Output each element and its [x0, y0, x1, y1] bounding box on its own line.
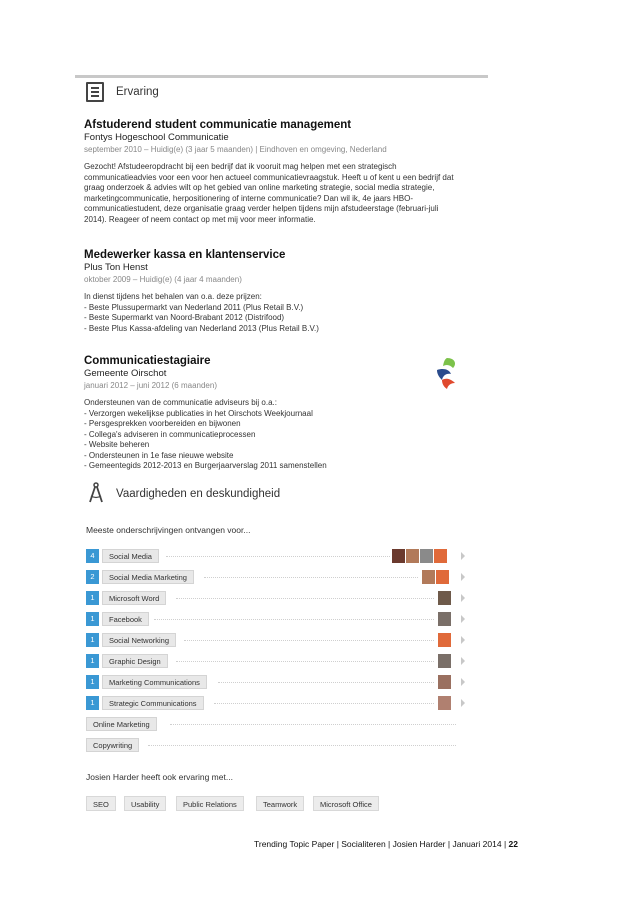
endorsement-count[interactable]: 1: [86, 612, 99, 626]
dotted-leader: [176, 598, 434, 599]
job-description: Gezocht! Afstudeeropdracht bij een bedrijf dat ik vooruit mag helpen met een strategisch communicatieadvies voor een voor hen actueel communicatievraagstuk. Heeft u of kent u een bedrijf dat graag onderzoek & advies wilt op het gebied van online marketing strategie, social media strategie, marketingcommunicatie, herpositionering of interne communicatie? Dan wil ik, 4e jaars HBO- communicatiestudent, deze organisatie graag verder helpen tijdens mijn afstudeerstage (februari-juli 2014). Reageer of neem contact op met mij voor meer informatie.: [84, 162, 454, 224]
skill-chip[interactable]: Online Marketing: [86, 717, 157, 731]
endorsement-count[interactable]: 1: [86, 633, 99, 647]
endorsement-count[interactable]: 1: [86, 696, 99, 710]
page-footer: [254, 839, 518, 849]
skill-row[interactable]: [86, 675, 466, 690]
chevron-right-icon[interactable]: [461, 636, 465, 644]
skill-row[interactable]: [86, 549, 466, 564]
avatar[interactable]: [434, 549, 447, 563]
avatar[interactable]: [438, 675, 451, 689]
endorsed-label: Meeste onderschrijvingen ontvangen voor...: [86, 525, 251, 535]
chevron-right-icon[interactable]: [461, 678, 465, 686]
job-meta: januari 2012 – juni 2012 (6 maanden): [84, 381, 217, 390]
also-experienced-label: Josien Harder heeft ook ervaring met...: [86, 772, 233, 782]
endorsement-count[interactable]: 4: [86, 549, 99, 563]
job-entry: [84, 354, 484, 472]
top-divider: [75, 75, 488, 78]
skill-chip[interactable]: Social Networking: [102, 633, 176, 647]
endorser-avatars[interactable]: [438, 633, 451, 647]
skill-chip[interactable]: Marketing Communications: [102, 675, 207, 689]
job-title[interactable]: Afstuderend student communicatie management: [84, 119, 352, 131]
dotted-leader: [176, 661, 434, 662]
endorsement-count[interactable]: 1: [86, 675, 99, 689]
skill-chip[interactable]: Strategic Communications: [102, 696, 204, 710]
dotted-leader: [170, 724, 456, 725]
dotted-leader: [154, 619, 434, 620]
avatar[interactable]: [392, 549, 405, 563]
experience-chip[interactable]: Usability: [124, 796, 166, 811]
dotted-leader: [166, 556, 390, 557]
document-icon: [86, 82, 104, 102]
job-org[interactable]: Gemeente Oirschot: [84, 368, 167, 379]
experience-chip[interactable]: Microsoft Office: [313, 796, 379, 811]
skill-chip[interactable]: Copywriting: [86, 738, 139, 752]
skill-row[interactable]: [86, 591, 466, 606]
skill-row[interactable]: [86, 738, 466, 753]
avatar[interactable]: [438, 591, 451, 605]
dotted-leader: [148, 745, 456, 746]
endorsement-count[interactable]: 1: [86, 654, 99, 668]
job-title[interactable]: Medewerker kassa en klantenservice: [84, 249, 286, 261]
footer-text: Trending Topic Paper | Socialiteren | Josien Harder | Januari 2014 |: [254, 839, 507, 849]
page-number: 22: [508, 839, 519, 849]
chevron-right-icon[interactable]: [461, 573, 465, 581]
skill-chip[interactable]: Graphic Design: [102, 654, 168, 668]
endorser-avatars[interactable]: [438, 696, 451, 710]
avatar[interactable]: [438, 633, 451, 647]
endorser-avatars[interactable]: [438, 612, 451, 626]
experience-chip[interactable]: SEO: [86, 796, 116, 811]
skills-heading: Vaardigheden en deskundigheid: [116, 488, 281, 500]
endorser-avatars[interactable]: [392, 549, 447, 563]
skill-chip[interactable]: Social Media Marketing: [102, 570, 194, 584]
avatar[interactable]: [438, 696, 451, 710]
skill-chip[interactable]: Facebook: [102, 612, 149, 626]
skill-row[interactable]: [86, 696, 466, 711]
avatar[interactable]: [422, 570, 435, 584]
skill-chip[interactable]: Social Media: [102, 549, 159, 563]
dotted-leader: [204, 577, 418, 578]
job-meta: oktober 2009 – Huidig(e) (4 jaar 4 maanden): [84, 275, 242, 284]
skill-row[interactable]: [86, 633, 466, 648]
dotted-leader: [214, 703, 434, 704]
skill-row[interactable]: [86, 570, 466, 585]
chevron-right-icon[interactable]: [461, 552, 465, 560]
job-description: Ondersteunen van de communicatie adviseurs bij o.a.: - Verzorgen wekelijkse publicaties in het Oirschots Weekjournaal - Persgesprekken voorbereiden en bijwonen - Collega's adviseren in communicatieprocessen - Website beheren - Ondersteunen in 1e fase nieuwe website - Gemeentegids 2012-2013 en Burgerjaarverslag 2011 samenstellen: [84, 398, 327, 470]
job-title[interactable]: Communicatiestagiaire: [84, 355, 211, 367]
avatar[interactable]: [438, 654, 451, 668]
job-description: In dienst tijdens het behalen van o.a. deze prijzen: - Beste Plussupermarkt van Nederland 2011 (Plus Retail B.V.) - Beste Supermarkt van Noord-Brabant 2012 (Distrifood) - Beste Plus Kassa-afdeling van Nederland 2013 (Plus Retail B.V.): [84, 292, 319, 333]
job-meta: september 2010 – Huidig(e) (3 jaar 5 maanden) | Eindhoven en omgeving, Nederland: [84, 145, 387, 154]
job-org[interactable]: Plus Ton Henst: [84, 262, 148, 273]
skill-row[interactable]: [86, 654, 466, 669]
avatar[interactable]: [436, 570, 449, 584]
endorser-avatars[interactable]: [438, 654, 451, 668]
skill-row[interactable]: [86, 717, 466, 732]
dotted-leader: [184, 640, 434, 641]
endorser-avatars[interactable]: [422, 570, 449, 584]
job-org[interactable]: Fontys Hogeschool Communicatie: [84, 132, 229, 143]
gemeente-oirschot-logo: [433, 356, 461, 390]
avatar[interactable]: [438, 612, 451, 626]
dotted-leader: [218, 682, 434, 683]
endorsement-count[interactable]: 1: [86, 591, 99, 605]
job-entry: [84, 118, 484, 225]
experience-chip[interactable]: Public Relations: [176, 796, 244, 811]
experience-chip[interactable]: Teamwork: [256, 796, 304, 811]
avatar[interactable]: [406, 549, 419, 563]
avatar[interactable]: [420, 549, 433, 563]
chevron-right-icon[interactable]: [461, 594, 465, 602]
endorser-avatars[interactable]: [438, 591, 451, 605]
chevron-right-icon[interactable]: [461, 657, 465, 665]
chevron-right-icon[interactable]: [461, 699, 465, 707]
skill-row[interactable]: [86, 612, 466, 627]
compass-icon: [88, 482, 104, 504]
endorser-avatars[interactable]: [438, 675, 451, 689]
job-entry: [84, 248, 484, 334]
skill-chip[interactable]: Microsoft Word: [102, 591, 166, 605]
endorsement-count[interactable]: 2: [86, 570, 99, 584]
experience-heading: Ervaring: [116, 86, 159, 98]
chevron-right-icon[interactable]: [461, 615, 465, 623]
